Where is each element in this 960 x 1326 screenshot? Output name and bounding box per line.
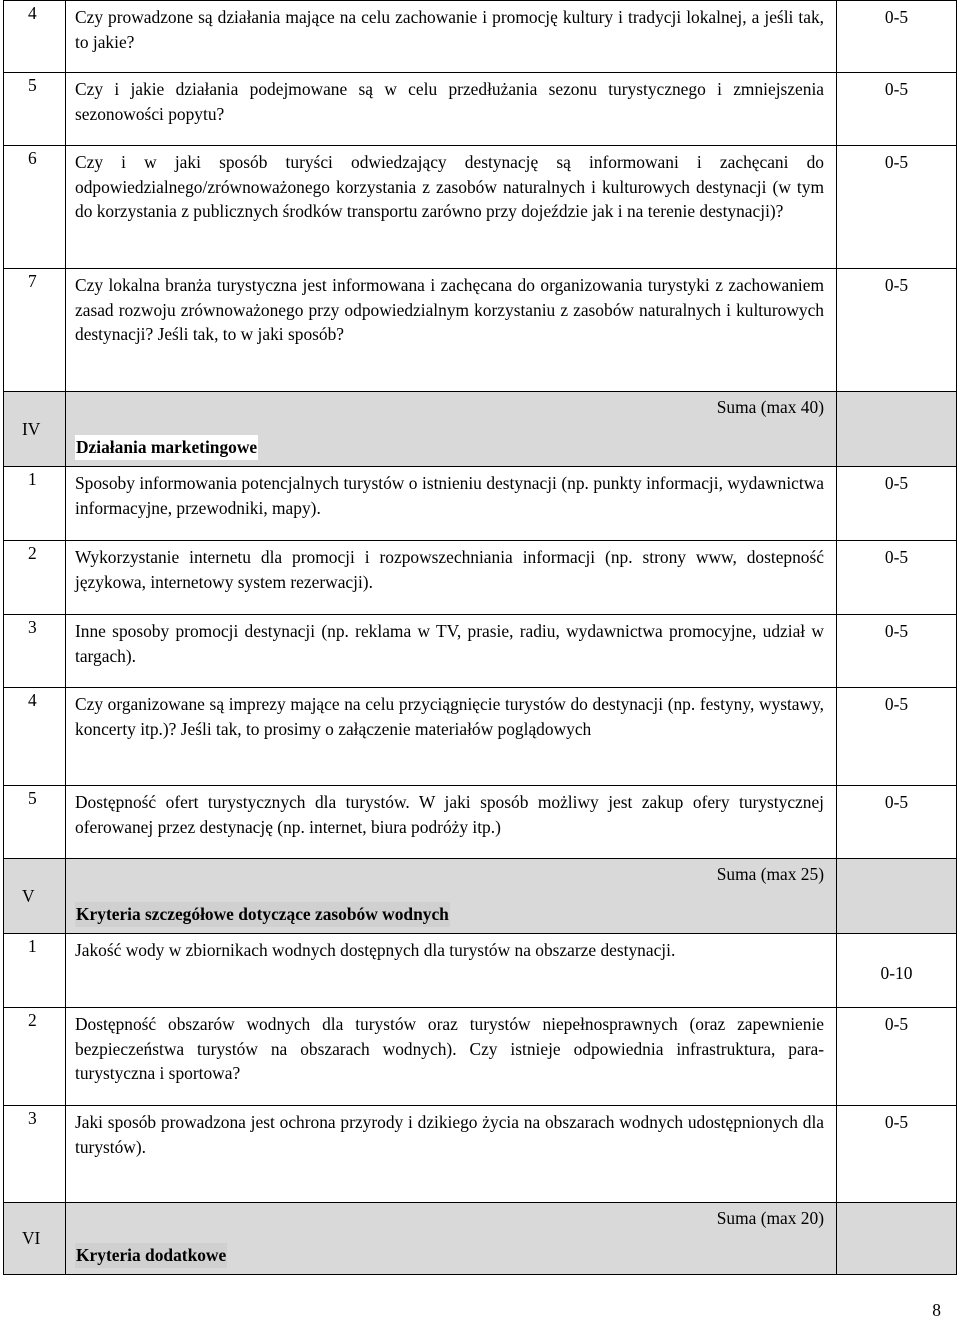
table-row xyxy=(4,1008,957,1106)
score-range: 0-5 xyxy=(837,467,957,541)
score-range: 0-5 xyxy=(837,73,957,146)
criterion-text: Wykorzystanie internetu dla promocji i rozpowszechniania informacji (np. strony www, dostepność językowa, internetowy system rezerwacji). xyxy=(66,541,837,615)
section-header-vi xyxy=(4,1203,957,1275)
row-number: 3 xyxy=(4,1106,66,1203)
score-range: 0-5 xyxy=(837,1106,957,1203)
row-number: 5 xyxy=(4,786,66,859)
row-number: 7 xyxy=(4,269,66,392)
criterion-text: Dostępność ofert turystycznych dla turystów. W jaki sposób możliwy jest zakup ofery turystycznej oferowanej przez destynację (np. internet, biura podróży itp.) xyxy=(66,786,837,859)
table-row xyxy=(4,615,957,688)
row-number: 6 xyxy=(4,146,66,269)
criterion-text: Jaki sposób prowadzona jest ochrona przyrody i dzikiego życia na obszarach wodnych udostępnionych dla turystów). xyxy=(66,1106,837,1203)
section-title: Działania marketingowe xyxy=(75,435,258,460)
section-header-iv xyxy=(4,392,957,467)
criterion-text: Czy i jakie działania podejmowane są w celu przedłużania sezonu turystycznego i zmniejszenia sezonowości popytu? xyxy=(66,73,837,146)
score-range: 0-5 xyxy=(837,541,957,615)
table-row xyxy=(4,467,957,541)
criterion-text: Czy organizowane są imprezy mające na celu przyciągnięcie turystów do destynacji (np. festyny, wystawy, koncerty itp.)? Jeśli tak, to prosimy o załączenie materiałów poglądowych xyxy=(66,688,837,786)
section-sum: Suma (max 25) xyxy=(716,864,824,884)
section-sum: Suma (max 20) xyxy=(716,1208,824,1228)
section-number: IV xyxy=(4,392,66,467)
score-range: 0-5 xyxy=(837,1008,957,1106)
criterion-text: Jakość wody w zbiornikach wodnych dostępnych dla turystów na obszarze destynacji. xyxy=(66,934,837,1008)
section-title: Kryteria dodatkowe xyxy=(75,1243,227,1268)
row-number: 4 xyxy=(4,688,66,786)
table-row xyxy=(4,73,957,146)
row-number: 2 xyxy=(4,541,66,615)
score-range: 0-5 xyxy=(837,269,957,392)
score-range: 0-5 xyxy=(837,1,957,73)
section-number: VI xyxy=(4,1203,66,1275)
row-number: 1 xyxy=(4,934,66,1008)
criterion-text: Dostępność obszarów wodnych dla turystów oraz turystów niepełnosprawnych (oraz zapewnienie bezpieczeństwa turystów na obszarach wodnych). Czy istnieje odpowiednia infrastruktura, para-turystyczna i sportowa? xyxy=(66,1008,837,1106)
score-range: 0-5 xyxy=(837,786,957,859)
row-number: 4 xyxy=(4,1,66,73)
page-number: 8 xyxy=(932,1300,941,1320)
score-range: 0-10 xyxy=(837,934,957,1008)
table-row xyxy=(4,786,957,859)
criterion-text: Sposoby informowania potencjalnych turystów o istnieniu destynacji (np. punkty informacji, wydawnictwa informacyjne, przewodniki, mapy). xyxy=(66,467,837,541)
criteria-table xyxy=(3,0,957,1275)
section-sum: Suma (max 40) xyxy=(716,397,824,417)
table-row xyxy=(4,934,957,1008)
criterion-text: Inne sposoby promocji destynacji (np. reklama w TV, prasie, radiu, wydawnictwa promocyjne, udział w targach). xyxy=(66,615,837,688)
criterion-text: Czy i w jaki sposób turyści odwiedzający destynację są informowani i zachęcani do odpowiedzialnego/zrównoważonego korzystania z zasobów naturalnych i kulturowych destynacji (w tym do korzystania z publicznych środków transportu zarówno przy dojeździe jak i na terenie destynacji)? xyxy=(66,146,837,269)
table-row xyxy=(4,269,957,392)
score-range: 0-5 xyxy=(837,688,957,786)
section-header-v xyxy=(4,859,957,934)
row-number: 3 xyxy=(4,615,66,688)
table-row xyxy=(4,146,957,269)
table-row xyxy=(4,688,957,786)
row-number: 5 xyxy=(4,73,66,146)
table-row xyxy=(4,1,957,73)
criterion-text: Czy prowadzone są działania mające na celu zachowanie i promocję kultury i tradycji lokalnej, a jeśli tak, to jakie? xyxy=(66,1,837,73)
table-row xyxy=(4,1106,957,1203)
row-number: 2 xyxy=(4,1008,66,1106)
row-number: 1 xyxy=(4,467,66,541)
score-range: 0-5 xyxy=(837,146,957,269)
table-row xyxy=(4,541,957,615)
section-title: Kryteria szczegółowe dotyczące zasobów wodnych xyxy=(75,902,450,927)
score-range: 0-5 xyxy=(837,615,957,688)
criterion-text: Czy lokalna branża turystyczna jest informowana i zachęcana do organizowania turystyki z zachowaniem zasad rozwoju zrównoważonego przy odpowiedzialnym korzystaniu z zasobów naturalnych i kulturowych destynacji? Jeśli tak, to w jaki sposób? xyxy=(66,269,837,392)
section-number: V xyxy=(4,859,66,934)
